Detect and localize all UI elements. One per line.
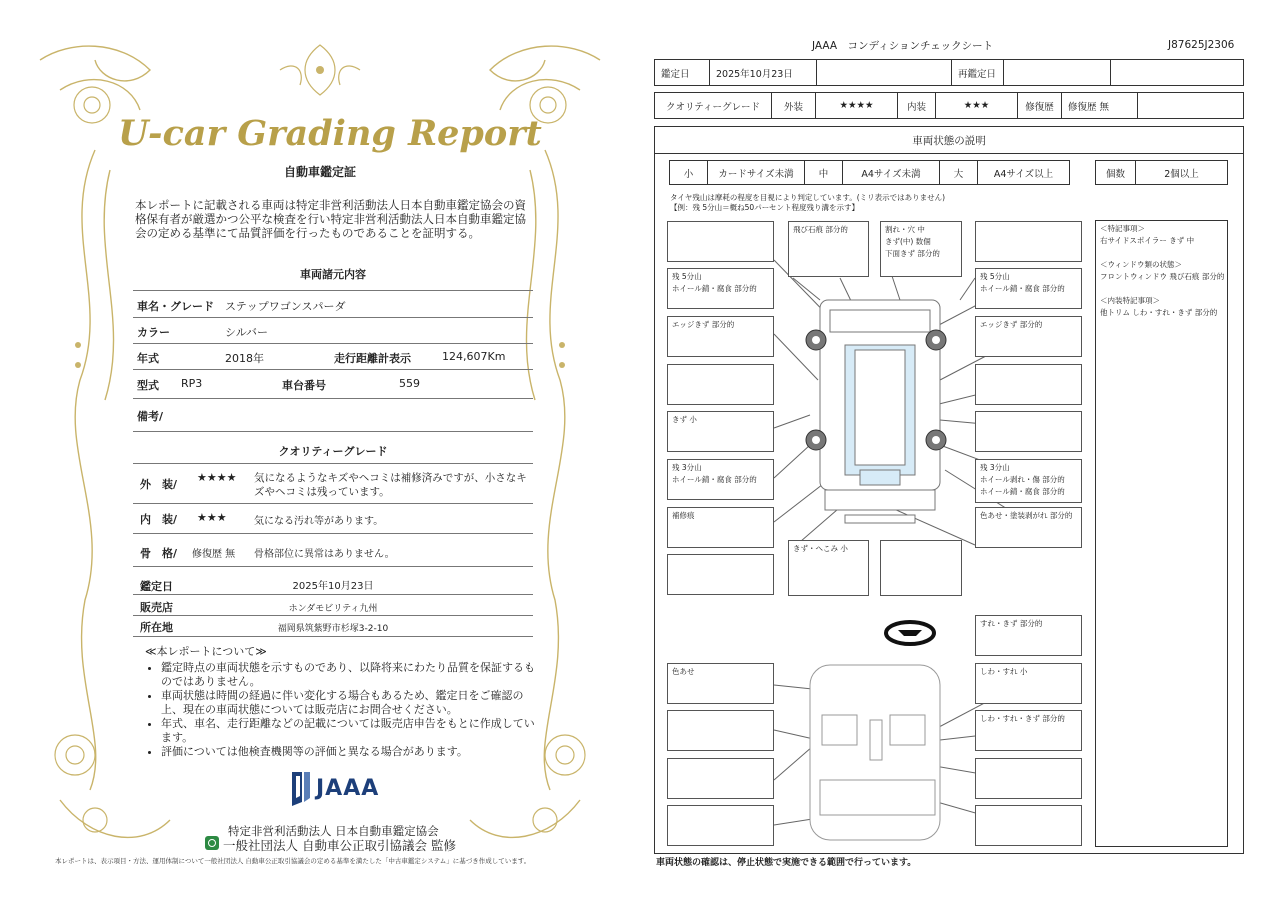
- diagram-box: 色あせ: [667, 663, 774, 704]
- dealer-label: 販売店: [140, 601, 173, 614]
- interior-label: 内装: [898, 93, 936, 118]
- divider: [133, 398, 533, 399]
- note-item: • 車両状態は時間の経過に伴い変化する場合もあるため、鑑定日をご確認の上、現在の車両状態については販売店にお問合せください。: [161, 689, 535, 717]
- divider: [133, 317, 533, 318]
- note-item: • 鑑定時点の車両状態を示すものであり、以降将来にわたり品質を保証するものではありません。: [161, 661, 535, 689]
- fair-trade-icon: [205, 836, 219, 850]
- svg-text:U-car Grading Report: U-car Grading Report: [118, 113, 542, 154]
- count-value: 2個以上: [1164, 168, 1199, 180]
- diagram-box: 残 3分山 ホイール錆・腐食 部分的: [667, 459, 774, 500]
- diagram-box: きず 小: [667, 411, 774, 452]
- color-value: シルバー: [225, 326, 268, 339]
- address-label: 所在地: [140, 621, 173, 634]
- divider: [133, 503, 533, 504]
- remarks-label: 備考/: [137, 410, 164, 423]
- model-label: 型式: [137, 379, 159, 392]
- year-label: 年式: [137, 352, 159, 365]
- divider: [133, 636, 533, 637]
- interior-comment: 気になる汚れ等があります。: [254, 516, 384, 527]
- date-label: 鑑定日: [655, 60, 710, 85]
- mileage-value: 124,607Km: [442, 350, 506, 363]
- model-value: RP3: [181, 377, 203, 390]
- mileage-label: 走行距離計表示: [334, 352, 411, 365]
- chassis-value: 559: [399, 377, 420, 390]
- divider: [133, 431, 533, 432]
- color-label: カラー: [137, 326, 170, 339]
- notes-title: ≪本レポートについて≫: [145, 645, 267, 658]
- diagram-box: [975, 758, 1082, 799]
- sheet-id: J87625J2306: [1168, 39, 1235, 51]
- diagram-box: しわ・すれ・きず 部分的: [975, 710, 1082, 751]
- fine-print: 本レポートは、表示項目・方法、運用体制について一般社団法人 自動車公正取引協議会の定める基準を満たした「中古車鑑定システム」に基づき作成しています。: [55, 857, 531, 865]
- diagram-box: [975, 364, 1082, 405]
- remarks-text: ＜特記事項＞ 右サイドスポイラー きず 中 ＜ウィンドウ類の状態＞ フロントウィンドウ 飛び石痕 部分的 ＜内装特記事項＞ 他トリム しわ・すれ・きず 部分的: [1100, 224, 1225, 317]
- divider: [133, 533, 533, 534]
- divider: [133, 566, 533, 567]
- chassis-label: 車台番号: [282, 379, 326, 392]
- note-item: • 年式、車名、走行距離などの記載については販売店申告をもとに作成しています。: [161, 717, 535, 745]
- notes-list: [145, 661, 535, 759]
- jaaa-logo: [288, 772, 388, 806]
- interior-label: 内 装/: [140, 513, 178, 526]
- tire-note: タイヤ残山は摩耗の程度を目視により判定しています。(ミリ表示ではありません): [670, 193, 946, 202]
- interior-stars: ★★★: [197, 511, 227, 524]
- diagram-box: [667, 221, 774, 262]
- diagram-box: [667, 710, 774, 751]
- diagram-box: 残 5分山 ホイール錆・腐食 部分的: [667, 268, 774, 309]
- date-label: 鑑定日: [140, 580, 173, 593]
- quality-label: クオリティーグレード: [655, 93, 772, 118]
- report-notes: [145, 645, 535, 759]
- diagram-box: [975, 805, 1082, 846]
- repair-value: 修復歴 無: [1062, 93, 1138, 118]
- exterior-label: 外装: [772, 93, 816, 118]
- diagram-box: [667, 364, 774, 405]
- size-mid-desc: A4サイズ未満: [843, 161, 940, 184]
- logo-text: JAAA: [316, 776, 380, 801]
- sheet-title: JAAA コンディションチェックシート: [812, 40, 994, 52]
- reinspect-label: 再鑑定日: [952, 60, 1004, 85]
- jaaa-logo-icon: [288, 772, 314, 806]
- diagram-box: 飛び石痕 部分的: [788, 221, 869, 277]
- dealer-value: ホンダモビリティ九州: [288, 604, 378, 614]
- diagram-box: [667, 758, 774, 799]
- quality-section-title: クオリティーグレード: [278, 445, 388, 458]
- diagram-box: 残 3分山 ホイール剥れ・傷 部分的 ホイール錆・腐食 部分的: [975, 459, 1082, 503]
- frame-comment: 骨格部位に異常はありません。: [254, 549, 395, 560]
- certificate-subtitle: 自動車鑑定証: [283, 165, 356, 179]
- count-label: 個数: [1096, 161, 1136, 184]
- diagram-box: 残 5分山 ホイール錆・腐食 部分的: [975, 268, 1082, 309]
- tire-note-example: 【例：残 5分山＝概ね50パーセント程度残り溝を示す】: [670, 203, 860, 212]
- spec-section-title: 車両諸元内容: [300, 268, 366, 281]
- supervisor-name: 一般社団法人 自動車公正取引協議会 監修: [223, 838, 456, 853]
- certificate-intro: 本レポートに記載される車両は特定非営利活動法人日本自動車鑑定協会の資格保有者が厳選かつ公平な検査を行い特定非営利活動法人日本自動車鑑定協会の定める基準にて品質評価を行ったものであることを証明する。: [135, 198, 526, 240]
- frame-label: 骨 格/: [140, 547, 178, 560]
- size-small-desc: カードサイズ未満: [708, 161, 805, 184]
- diagram-box: しわ・すれ 小: [975, 663, 1082, 704]
- state-title: 車両状態の説明: [655, 127, 1243, 154]
- diagram-box: すれ・きず 部分的: [975, 615, 1082, 656]
- sheet-footer: 車両状態の確認は、停止状態で実施できる範囲で行っています。: [656, 858, 917, 868]
- diagram-box: 色あせ・塗装剥がれ 部分的: [975, 507, 1082, 548]
- note-item: • 評価については他検査機関等の評価と異なる場合があります。: [161, 745, 535, 759]
- date-value: 2025年10月23日: [292, 581, 374, 592]
- name-grade-value: ステップワゴンスパーダ: [225, 300, 346, 313]
- date-value: 2025年10月23日: [710, 60, 817, 85]
- diagram-box: エッジきず 部分的: [667, 316, 774, 357]
- diagram-box: 補修痕: [667, 507, 774, 548]
- exterior-stars: ★★★★: [816, 93, 898, 118]
- diagram-box: [667, 805, 774, 846]
- size-mid: 中: [805, 161, 843, 184]
- diagram-box: エッジきず 部分的: [975, 316, 1082, 357]
- script-title: [118, 100, 542, 170]
- repair-label: 修復歴: [1018, 93, 1062, 118]
- size-large: 大: [940, 161, 978, 184]
- diagram-box: きず・へこみ 小: [788, 540, 869, 596]
- diagram-box: [667, 554, 774, 595]
- exterior-label: 外 装/: [140, 478, 178, 491]
- diagram-box: 割れ・穴 中 きず(中) 数個 下面きず 部分的: [880, 221, 962, 277]
- address-value: 福岡県筑紫野市杉塚3-2-10: [277, 624, 389, 634]
- size-small: 小: [670, 161, 708, 184]
- divider: [133, 290, 533, 291]
- divider: [133, 594, 533, 595]
- condition-check-sheet: [640, 0, 1280, 904]
- divider: [133, 343, 533, 344]
- year-value: 2018年: [225, 352, 264, 365]
- diagram-box: [975, 411, 1082, 452]
- org-name: 特定非営利活動法人 日本自動車鑑定協会: [228, 824, 439, 838]
- size-large-desc: A4サイズ以上: [993, 168, 1054, 180]
- divider: [133, 369, 533, 370]
- diagram-box: [880, 540, 962, 596]
- name-grade-label: 車名・グレード: [137, 300, 214, 313]
- frame-value: 修復歴 無: [192, 549, 236, 560]
- divider: [133, 615, 533, 616]
- exterior-comment: 気になるようなキズやヘコミは補修済みですが、小さなキズやヘコミは残っています。: [254, 472, 527, 498]
- divider: [133, 463, 533, 464]
- interior-stars: ★★★: [936, 93, 1018, 118]
- exterior-stars: ★★★★: [197, 471, 237, 484]
- diagram-box: [975, 221, 1082, 262]
